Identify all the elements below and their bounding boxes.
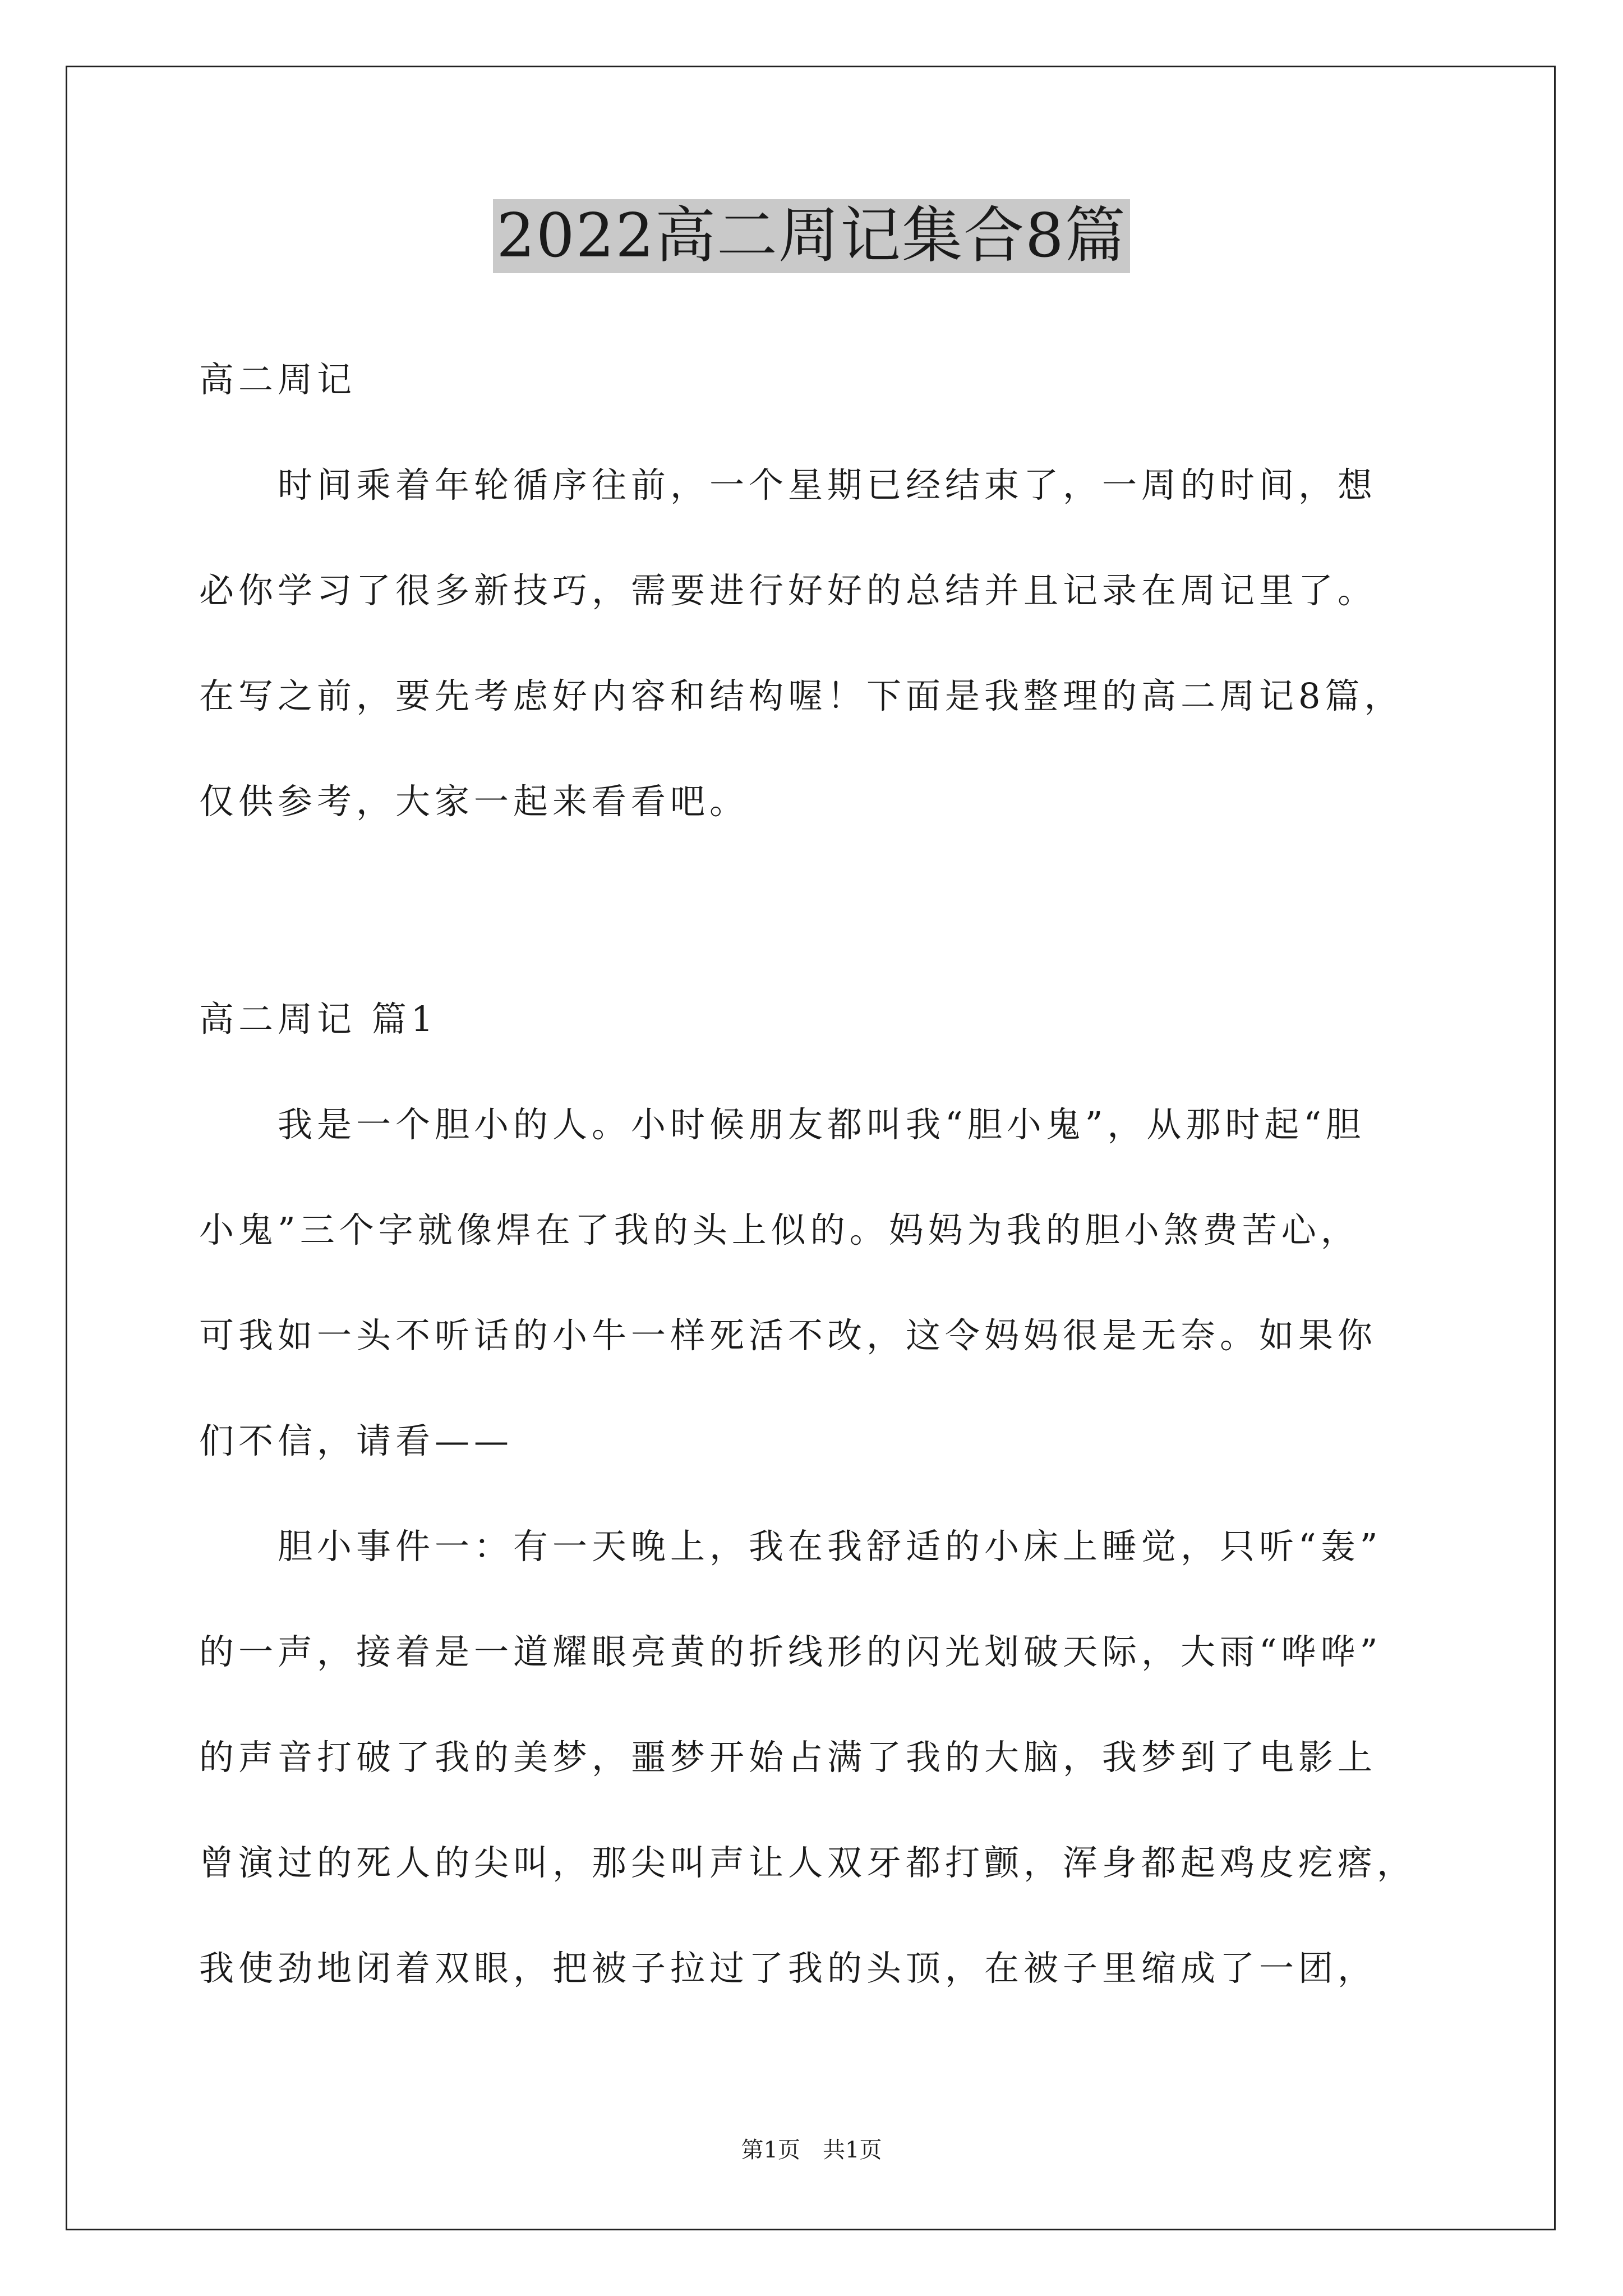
intro-heading: 高二周记 bbox=[199, 359, 357, 400]
intro-line-4: 仅供参考，大家一起来看看吧。 bbox=[199, 781, 749, 822]
section-heading: 高二周记 篇1 bbox=[199, 999, 438, 1039]
section-line-7: 的声音打破了我的美梦，噩梦开始占满了我的大脑，我梦到了电影上 bbox=[199, 1737, 1377, 1778]
section-line-9: 我使劲地闭着双眼，把被子拉过了我的头顶，在被子里缩成了一团， bbox=[199, 1948, 1377, 1989]
section-line-3: 可我如一头不听话的小牛一样死活不改，这令妈妈很是无奈。如果你 bbox=[199, 1315, 1377, 1356]
section-line-1: 我是一个胆小的人。小时候朋友都叫我“胆小鬼”，从那时起“胆 bbox=[199, 1104, 1366, 1145]
section-line-5: 胆小事件一：有一天晚上，我在我舒适的小床上睡觉，只听“轰” bbox=[199, 1526, 1382, 1567]
title-container bbox=[0, 199, 1623, 273]
intro-line-3: 在写之前，要先考虑好内容和结构喔！下面是我整理的高二周记8篇， bbox=[199, 675, 1404, 716]
intro-line-1: 时间乘着年轮循序往前，一个星期已经结束了，一周的时间，想 bbox=[199, 464, 1377, 505]
section-line-2: 小鬼”三个字就像焊在了我的头上似的。妈妈为我的胆小煞费苦心， bbox=[199, 1209, 1360, 1250]
section-line-8: 曾演过的死人的尖叫，那尖叫声让人双牙都打颤，浑身都起鸡皮疙瘩， bbox=[199, 1842, 1417, 1883]
section-line-4: 们不信，请看—— bbox=[199, 1420, 514, 1461]
section-line-6: 的一声，接着是一道耀眼亮黄的折线形的闪光划破天际，大雨“哗哗” bbox=[199, 1631, 1382, 1672]
intro-line-2: 必你学习了很多新技巧，需要进行好好的总结并且记录在周记里了。 bbox=[199, 570, 1377, 611]
page-footer: 第1页 共1页 bbox=[741, 2137, 882, 2163]
document-title: 2022高二周记集合8篇 bbox=[493, 199, 1130, 273]
